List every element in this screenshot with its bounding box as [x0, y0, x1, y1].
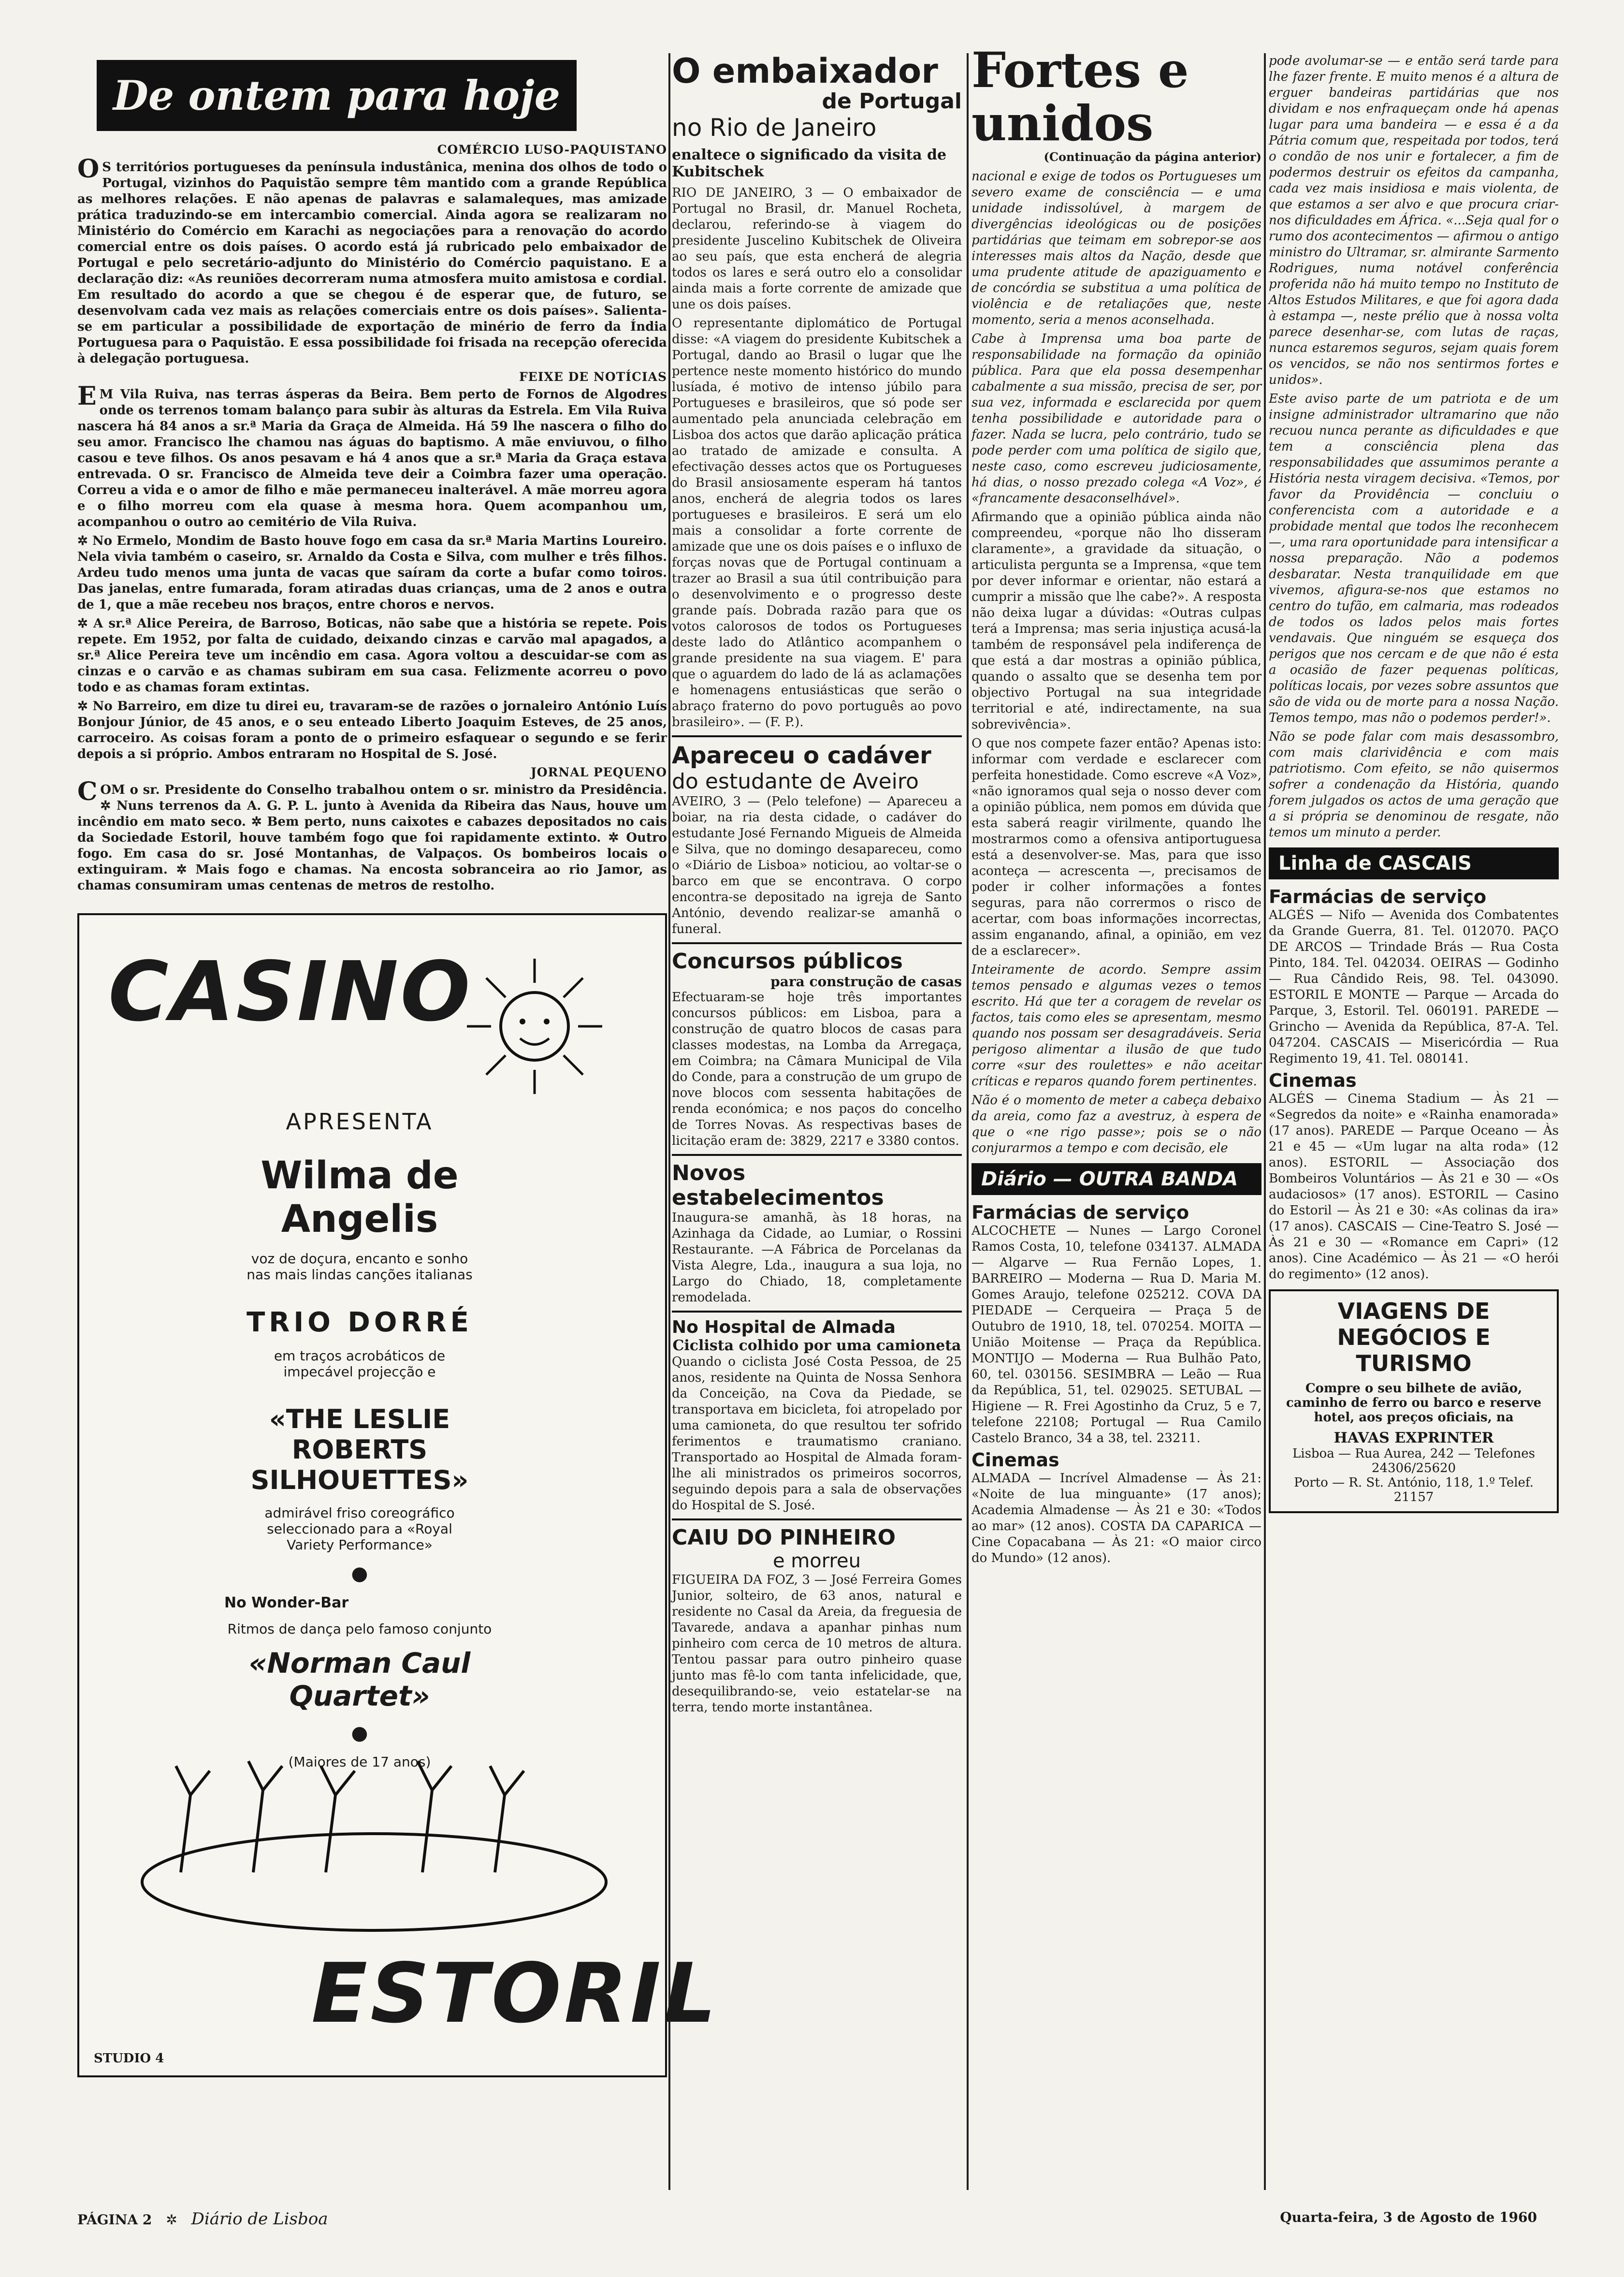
embaixador-headline: O embaixador	[672, 51, 938, 91]
cadaver-headline-2: do estudante de Aveiro	[672, 769, 919, 794]
dancers-illustration	[108, 1737, 640, 1940]
caiu-headline: CAIU DO PINHEIRO	[672, 1525, 896, 1550]
concursos-subhead: para construção de casas	[770, 974, 962, 990]
sun-icon	[462, 954, 607, 1099]
trio-name: TRIO DORRÉ	[246, 1307, 473, 1338]
leslie-name: «THE LESLIE ROBERTS SILHOUETTES»	[250, 1404, 469, 1495]
bullet: ●	[351, 1562, 368, 1585]
leslie-desc: admirável friso coreográfico seleccionado para a «Royal Variety Performance»	[264, 1505, 455, 1553]
feixe-para: ✲ No Ermelo, Mondim de Basto houve fogo em casa da sr.ª Maria Martins Loureiro. Nela vivia também o caseiro, sr. Arnaldo da Costa e Silva, com mulher e três filhos. Ardeu tudo menos uma junta de vacas que saíram da corte a bufar como toiros. Das janelas, entre fumarada, foram atiradas duas crianças, uma de 2 anos e outra de 1, que a mãe recebeu nos braços, entre choros e nervos.	[77, 534, 667, 612]
cinemas-text: ALMADA — Incrível Almadense — Às 21: «Noite de lua minguante» (17 anos); Academia Almadense — Às 21 e 30: «Todos ao mar» (12 anos). COSTA DA CAPARICA — Cine Copacabana — Às 21: «O maior circo do Mundo» (12 anos).	[972, 1471, 1262, 1565]
cinemas-cascais-headline: Cinemas	[1269, 1070, 1357, 1091]
farmacias-cascais-text: ALGÉS — Nifo — Avenida dos Combatentes da Grande Guerra, 81. Tel. 012070. PAÇO DE ARCOS — Trindade Brás — Rua Costa Pinto, 184. Tel. 042034. OEIRAS — Godinho — Rua Cândido Reis, 98. Tel. 043090. ESTORIL E MONTE — Parque — Arcada do Parque, 3, Estoril. Tel. 060191. PAREDE — Grincho — Avenida da República, 87-A. Tel. 047204. CASCAIS — Misericórdia — Rua Regimento 19, 41. Tel. 080141.	[1269, 908, 1559, 1066]
page-number: PÁGINA 2	[77, 2212, 152, 2228]
jornal-kicker: JORNAL PEQUENO	[530, 765, 667, 779]
editorial-headline: Fortes e unidos	[972, 42, 1189, 152]
viagens-advert	[1269, 1289, 1559, 1513]
issue-date: Quarta-feira, 3 de Agosto de 1960	[1280, 2209, 1537, 2225]
viagens-headline: VIAGENS DE NEGÓCIOS E TURISMO	[1337, 1298, 1491, 1376]
viagens-text: Compre o seu bilhete de avião, caminho de ferro ou barco e reserve hotel, aos preços oficiais, na	[1286, 1381, 1542, 1425]
column-1	[77, 53, 719, 2200]
cadaver-text: AVEIRO, 3 — (Pelo telefone) — Apareceu a boiar, na ria desta cidade, o cadáver do estudante José Fernando Migueis de Almeida e Silva, que no domingo desapareceu, como o «Diário de Lisboa» noticiou, ao voltar-se o barco em que se encontrava. O corpo encontra-se depositado na igreja de Santo António, devendo realizar-se amanhã o funeral.	[672, 794, 962, 936]
caiu-subhead: e morreu	[772, 1550, 861, 1572]
star-desc: voz de doçura, encanto e sonho nas mais lindas canções italianas	[246, 1251, 473, 1283]
quartet-name: «Norman Caul Quartet»	[248, 1647, 471, 1712]
hospital-headline: No Hospital de Almada	[672, 1317, 896, 1337]
concursos-text: Efectuaram-se hoje três importantes concursos públicos: em Lisboa, para a construção de quatro blocos de casas para classes modestas, na Lomba da Arregaça, em Coimbra; na Câmara Municipal de Vila do Conde, para a construção de um grupo de nove blocos com sessenta habitações de renda económica; e nos paços do concelho de Torres Novas. As respectivas bases de licitação eram de: 3829, 2217 e 3380 contos.	[672, 990, 962, 1148]
trio-desc: em traços acrobáticos de impecável projecção e	[274, 1348, 446, 1380]
farmacias-text: ALCOCHETE — Nunes — Largo Coronel Ramos Costa, 10, telefone 034137. ALMADA — Algarve — Rua Fernão Lopes, 1. BARREIRO — Moderna — Rua D. Maria M. Gomes Araujo, telefone 025212. COVA DA PIEDADE — Cerqueira — Praça 5 de Outubro de 1910, 18, tel. 070254. MOITA — União Moitense — Praça da República. MONTIJO — Moderna — Rua Bulhão Pato, 60, tel. 030156. SESIMBRA — Leão — Rua da República, 51, tel. 029025. SETUBAL — Higiene — R. Frei Agostinho da Cruz, 5 e 7, telefone 22108; Portugal — Rua Camilo Castelo Branco, 34 a 38, tel. 23211.	[972, 1224, 1262, 1445]
column-2	[672, 53, 962, 2200]
farmacias-headline: Farmácias de serviço	[972, 1202, 1189, 1223]
comercio-text: OS territórios portugueses da península industânica, menina dos olhos de todo o Portugal, vizinhos do Paquistão sempre têm mantido com a grande República as melhores relações. E não apenas de palavras e salamaleques, mas amizade prática traduzindo-se em intercambio comercial. Ainda agora se realizaram no Ministério do Comércio em Karachi as negociações para a renovação do acordo comercial entre os dois países. O acordo está já rubricado pelo embaixador de Portugal e pelo secretário-adjunto do Ministério do Comércio paquistano. E a declaração diz: «As reuniões decorreram numa atmosfera muito amistosa e cordial. Em resultado do acordo a que se chegou é de esperar que, de futuro, se desenvolvam cada vez mais as relações comerciais entre os dois países». Salienta-se em particular a possibilidade de exportação de minério de ferro da Índia Portuguesa para o Paquistão. E essa possibilidade foi frisada na recepção oferecida à delegação portuguesa.	[77, 154, 667, 366]
studio-credit: STUDIO 4	[94, 2051, 164, 2066]
havas-name: HAVAS EXPRINTER	[1334, 1430, 1494, 1446]
editorial-cont-para: pode avolumar-se — e então será tarde para lhe fazer frente. E muito menos é a altura de erguer bandeiras partidárias que nos dividam e nos enfraqueçam onde há apenas lugar para uma bandeira — e essa é a da Pátria comum que, respeitada por todos, terá o condão de nos unir e fortalecer, a fim de podermos destruir os efeitos da campanha, cada vez mais insidiosa e mais violenta, de que estamos a ser alvo e que procura criar-nos dificuldades em África. «...Seja qual for o rumo dos acontecimentos — afirmou o antigo ministro do Ultramar, sr. almirante Sarmento Rodrigues, numa notável conferência proferida não há muito tempo no Instituto de Altos Estudos Militares, e que foi agora dada à estampa —, neste prélio que à nossa volta parece desenhar-se, com lutas de raças, nunca estaremos seguros, sejam quais forem os vencidos, se não nos sentirmos fortes e unidos».	[1269, 54, 1559, 387]
editorial-para: O que nos compete fazer então? Apenas isto: informar com verdade e esclarecer com perfeita honestidade. Como escreve «A Voz», «não ignoramos qual seja o nosso dever com a opinião pública, nem pomos em dúvida que esta saberá reagir virilmente, quando lhe mostrarmos como a ofensiva antiportuguesa está a desenvolver-se. Mas, para que isso aconteça — acrescenta —, precisamos de poder ir colher informações a fontes seguras, para não corrermos o risco de acertar, com boas informações incorrectas, assim enganando, afinal, a opinião, em vez de a esclarecer».	[972, 736, 1262, 958]
apresenta-label: APRESENTA	[286, 1109, 434, 1135]
outra-banda-banner: Diário — OUTRA BANDA	[972, 1163, 1262, 1195]
cinemas-headline: Cinemas	[972, 1449, 1059, 1471]
wonder-bar: No Wonder-Bar	[224, 1594, 349, 1611]
editorial-para: Inteiramente de acordo. Sempre assim temos pensado e algumas vezes o temos escrito. Há que ter a coragem de revelar os factos, tais como eles se apresentam, mesmo quando nos possam ser desagradáveis. Seria perigoso alimentar a ilusão de que tudo corre «sur des roulettes» e não aceitar críticas e reparos quando forem pertinentes.	[972, 963, 1262, 1089]
casino-logo: CASINO	[108, 944, 472, 1040]
embaixador-subhead: enaltece o significado da visita de Kubitschek	[672, 146, 947, 180]
diario-label: Diário	[981, 1168, 1046, 1190]
cinemas-cascais-text: ALGÉS — Cinema Stadium — Às 21 — «Segredos da noite» e «Rainha enamorada» (17 anos). PAREDE — Parque Oceano — Às 21 e 45 — «Um lugar na alta roda» (12 anos). ESTORIL — Associação dos Bombeiros Voluntários — Às 21 e 30 — «Os audaciosos» (17 anos). ESTORIL — Casino do Estoril — Às 21 e 30: «As colinas da ira» (17 anos). CASCAIS — Cine-Teatro S. José — Às 21 e 30 — «Romance em Capri» (12 anos). Cine Académico — Às 21 — «O herói do regimento» (12 anos).	[1269, 1092, 1559, 1282]
column-3	[972, 42, 1262, 2200]
newspaper-name: Diário de Lisboa	[191, 2209, 328, 2229]
feixe-kicker: FEIXE DE NOTÍCIAS	[519, 370, 667, 384]
estoril-logo: ESTORIL	[311, 1946, 719, 2042]
editorial-cont-para: Este aviso parte de um patriota e de um insigne administrador ultramarino que não recuou nunca perante as dificuldades e que tem a consciência plena das responsabilidades que assumimos perante a História nesta viragem decisiva. «Temos, por favor da Providência — concluiu o conferencista com a autoridade e a probidade mental que todos lhe reconhecem —, uma rara oportunidade para intensificar a nossa preparação. Não a podemos desbaratar. Nesta tranquilidade em que vivemos, afigura-se-nos que estamos no centro do tufão, em calmaria, mas rodeados de todos os lados pelos mais fortes vendavais. Que ninguém se esqueça dos perigos que nos cercam e de que não é esta a ocasião de fazer pequenas políticas, políticas locais, por vezes sobre assuntos que são de vida ou de morte para a nossa Nação. Temos tempo, mas não o podemos perder!».	[1269, 392, 1559, 725]
feixe-para: ✲ A sr.ª Alice Pereira, de Barroso, Boticas, não sabe que a história se repete. Pois repete. Em 1952, por falta de cuidado, deixando cinzas e carvão mal apagados, a sr.ª Alice Pereira teve um incêndio em casa. Agora voltou a descuidar-se com as cinzas e o carvão e as chamas subiram em sua casa. Felizmente acorreu o povo todo e as chamas foram extintas.	[77, 616, 667, 695]
continuation-note: (Continuação da página anterior)	[1044, 150, 1262, 164]
embaixador-para: O representante diplomático de Portugal disse: «A viagem do presidente Kubitschek a Portugal, dando ao Brasil o lugar que lhe pertence neste momento histórico do mundo lusíada, é motivo de intenso júbilo para Portugueses e brasileiros, que só pode ser aumentado pela anunciada celebração em Lisboa dos actos que darão aplicação prática ao tratado de amizade e consulta. A efectivação desses actos que os Portugueses do Brasil ansiosamente esperam há tantos anos, encherá de alegria todos os lares portugueses e brasileiros. E será um elo mais a consolidar a forte corrente de amizade que une os dois países e o influxo de forças novas que de Portugal continuam a trazer ao Brasil a sua útil contribuição para o desenvolvimento e o progresso deste grande país. Dobrada razão para que os votos calorosos de todos os Portugueses deste lado do Atlântico acompanhem o grande presidente na sua viagem. E' para que o aguardem do lado de lá as aclamações e homenagens entusiásticas que serão o abraço fraterno do povo português ao povo brasileiro». — (F. P.).	[672, 316, 962, 730]
feixe-para: EM Vila Ruiva, nas terras ásperas da Beira. Bem perto de Fornos de Algodres onde os terrenos tomam balanço para subir às alturas da Estrela. Em Vila Ruiva nascera há 84 anos a sr.ª Maria da Graça de Almeida. Há 59 lhe nascera o filho do seu amor. Francisco lhe chamou nas águas do baptismo. A mãe enviuvou, o filho casou e teve filhos. Os anos pesavam e há 4 anos que a sr.ª Maria da Graça estava entrevada. O sr. Francisco de Almeida teve deir a Coimbra fazer uma operação. Correu a vida e o amor de filho e mãe permaneceu inalterável. A mãe morreu agora e o filho morreu com ela quase à mesma hora. Quem acompanhou um, acompanhou o outro ao cemitério de Vila Ruiva.	[77, 381, 667, 529]
page-footer: PÁGINA 2 ✲ Diário de Lisboa Quarta-feira, 3 de Agosto de 1960	[77, 2209, 1537, 2229]
star-name: Wilma de Angelis	[261, 1154, 459, 1241]
age-note: (Maiores de 17 anos)	[288, 1754, 431, 1770]
casino-advert	[77, 913, 719, 2077]
jornal-text: COM o sr. Presidente do Conselho trabalhou ontem o sr. ministro da Presidência. ✲ Nuns terrenos da A. G. P. L. junto à Avenida da Ribeira das Naus, houve um incêndio em mato seco. ✲ Bem perto, nuns caixotes e cabazes depositados no cais da Sociedade Estoril, houve também fogo que foi rapidamente extinto. ✲ Outro fogo. Em casa do sr. José Montanhas, de Valpaços. Os bombeiros locais o extinguiram. ✲ Mais fogo e chamas. Na encosta sobranceira ao rio Jamor, as chamas consumiram umas centenas de metros de restolho.	[77, 777, 667, 893]
wonder-desc: Ritmos de dança pelo famoso conjunto	[227, 1621, 492, 1637]
editorial-para: nacional e exige de todos os Portugueses um severo exame de consciência — e uma unidade indissolúvel, à margem de divergências ideológicas ou de posições partidárias que teimam em sobrepor-se aos interesses mais altos da Nação, desde que uma prudente atitude de apaziguamento e de concórdia se substitua a uma política de violência e de retaliações que, neste momento, seria a menos aconselhada.	[972, 169, 1262, 327]
hospital-subhead: Ciclista colhido por uma camioneta	[672, 1337, 961, 1354]
editorial-cont-para: Não se pode falar com mais desassombro, com mais clarividência e com mais patriotismo. Com efeito, se não quisermos sofrer a condenação da História, quando forem julgados os actos de uma geração que a si própria se denominou de resgate, não temos um minuto a perder.	[1269, 730, 1559, 840]
concursos-headline: Concursos públicos	[672, 949, 903, 974]
section-banner: De ontem para hoje	[97, 60, 577, 131]
cascais-banner: Linha de CASCAIS	[1269, 847, 1559, 879]
novos-headline: Novos estabelecimentos	[672, 1161, 884, 1210]
comercio-kicker: COMÉRCIO LUSO-PAQUISTANO	[437, 143, 667, 157]
casino-program	[224, 1099, 495, 1770]
novos-text: Inaugura-se amanhã, às 18 horas, na Azinhaga da Cidade, ao Lumiar, o Rossini Restaurante. —A Fábrica de Porcelanas da Vista Alegre, Lda., inaugura a sua loja, no Largo do Chiado, 18, completamente remodelada.	[672, 1211, 962, 1305]
havas-porto: Porto — R. St. António, 118, 1.º Telef. 21157	[1294, 1475, 1534, 1504]
outra-banda-label: OUTRA BANDA	[1079, 1168, 1238, 1190]
embaixador-headline-3: no Rio de Janeiro	[672, 114, 877, 142]
bullet: ●	[351, 1722, 368, 1744]
hospital-text: Quando o ciclista José Costa Pessoa, de 25 anos, residente na Quinta de Nossa Senhora da Conceição, na Cova da Piedade, se transportava em bicicleta, foi atropelado por uma camioneta, do que resultou ter sofrido ferimentos e traumatismo craniano. Transportado ao Hospital de Almada foram-lhe ali ministrados os primeiros socorros, seguindo depois para a sala de observações do Hospital de S. José.	[672, 1355, 962, 1513]
cadaver-headline: Apareceu o cadáver	[672, 742, 931, 769]
havas-lisboa: Lisboa — Rua Aurea, 242 — Telefones 24306/25620	[1292, 1446, 1536, 1475]
editorial-para: Afirmando que a opinião pública ainda não compreendeu, «porque não lho disseram claramente», a gravidade da situação, o articulista pergunta se a Imprensa, «que tem por dever informar e orientar, não estará a cumprir a missão que lhe cabe?». A resposta não deixa lugar a dúvidas: «Outras culpas terá a Imprensa; mas seria injustiça acusá-la também de responsável pela indiferença de que está a dar mostras a opinião pública, quando o assalto que se desenha tem por objectivo Portugal na sua integridade territorial e até, indirectamente, na sua sobrevivência».	[972, 510, 1262, 732]
farmacias-cascais-headline: Farmácias de serviço	[1269, 886, 1487, 907]
editorial-para: Cabe à Imprensa uma boa parte de responsabilidade na formação da opinião pública. Para que ela possa desempenhar cabalmente a sua missão, precisa de ser, por sua vez, informada e esclarecida por quem tenha possibilidade e autoridade para o fazer. Nada se lucra, pelo contrário, tudo se pode perder com uma política de sigilo que, neste caso, como escreveu judiciosamente, há dias, o nosso prezado colega «A Voz», é «francamente desaconselhável».	[972, 332, 1262, 506]
feixe-para: ✲ No Barreiro, em dize tu direi eu, travaram-se de razões o jornaleiro António Luís Bonjour Júnior, de 45 anos, e o seu enteado Liberto Joaquim Esteves, de 25 anos, carroceiro. As coisas foram a ponto de o primeiro esfaquear o segundo e se ferir depois a si próprio. Ambos entraram no Hospital de S. José.	[77, 699, 667, 761]
embaixador-headline-2: de Portugal	[822, 89, 962, 114]
embaixador-para: RIO DE JANEIRO, 3 — O embaixador de Portugal no Brasil, dr. Manuel Rocheta, declarou, referindo-se à viagem do presidente Juscelino Kubitschek de Oliveira ao seu país, que esta encherá de alegria todos os lares e será outro elo a consolidar ainda mais a forte corrente de amizade que une os dois países.	[672, 186, 962, 312]
caiu-text: FIGUEIRA DA FOZ, 3 — José Ferreira Gomes Junior, solteiro, de 63 anos, natural e residente no Casal da Areia, da freguesia de Tavarede, andava a apanhar pinhas num pinheiro com cerca de 10 metros de altura. Tentou passar para outro pinheiro quase junto mas fê-lo com tanta infelicidade, que, desequilibrando-se, veio estatelar-se na terra, tendo morte instantânea.	[672, 1573, 962, 1715]
editorial-para: Não é o momento de meter a cabeça debaixo da areia, como faz a avestruz, à espera de que o «ne rigo passe»; pois se o não conjurarmos a tempo e com decisão, ele	[972, 1093, 1262, 1155]
column-4	[1269, 53, 1559, 2200]
